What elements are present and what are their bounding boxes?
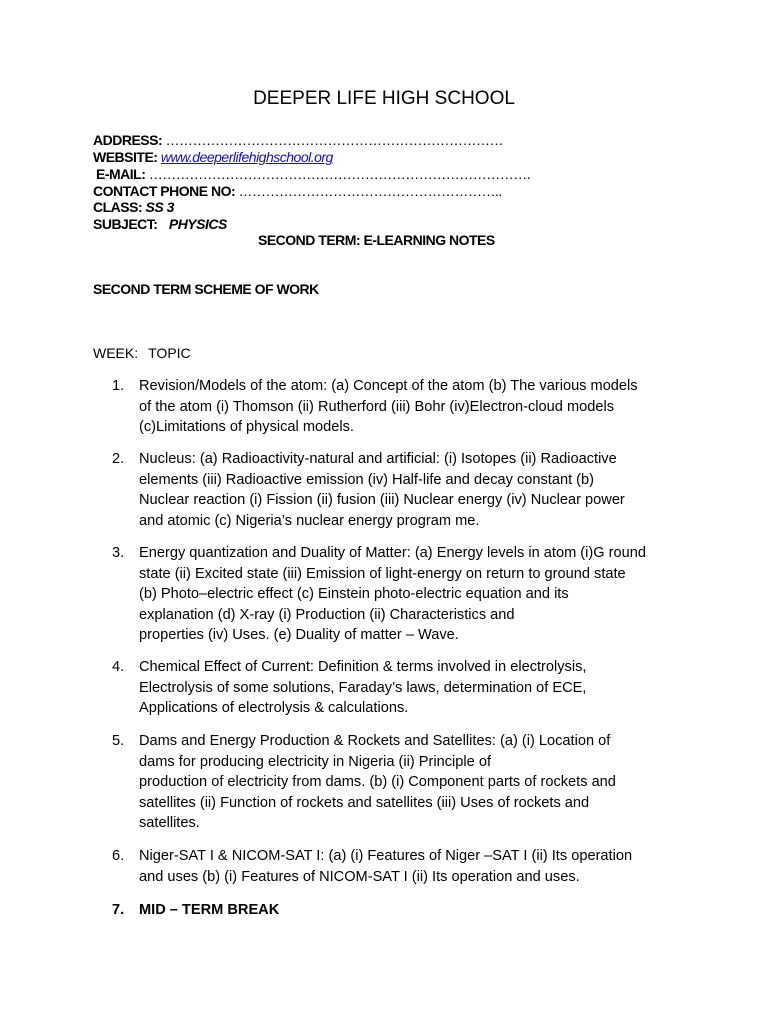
scheme-heading: SECOND TERM SCHEME OF WORK [93,281,319,297]
item-text: Chemical Effect of Current: Definition & terms involved in electrolysis, Electrolysis of some solutions, Faraday’s laws, determination of ECE, Applications of electrolysis & calculations. [139,659,587,716]
item-number: 5. [112,733,125,749]
item-number: 6. [112,848,125,864]
website-label: WEBSITE: [93,149,158,165]
subject-value: PHYSICS [168,216,227,232]
topic-label: TOPIC [148,345,191,361]
item-text: Nucleus: (a) Radioactivity-natural and artificial: (i) Isotopes (ii) Radioactive elements (iii) Radioactive emission (iv) Half-life and decay constant (b) Nuclear reaction (i) Fission (ii) fusion (iii) Nuclear energy (iv) Nuclear power and atomic (c) Nigeria’s nuclear energy program me. [139,451,625,529]
class-value: SS 3 [145,199,174,215]
week-topic-header [93,344,191,362]
subject-line [93,216,733,233]
item-text: Dams and Energy Production & Rockets and Satellites: (a) (i) Location of dams for producing electricity in Nigeria (ii) Principle of production of electricity from dams. (b) (i) Component parts of rockets and satellites (ii) Function of rockets and satellites (iii) Uses of rockets and satellites. [139,733,616,831]
item-number: 7. [112,902,125,918]
school-title: DEEPER LIFE HIGH SCHOOL [253,88,515,109]
website-line [93,149,733,166]
phone-value: ………………………………………………….. [238,183,502,199]
list-item [112,731,682,834]
website-link[interactable]: www.deeperlifehighschool.org [160,149,333,165]
subject-label: SUBJECT: [93,216,158,232]
email-line [96,166,736,183]
list-item [112,846,682,887]
item-number: 1. [112,378,125,394]
email-label: E-MAIL: [96,166,146,182]
item-text: MID – TERM BREAK [139,902,280,918]
list-item [112,543,682,646]
list-item [112,376,682,438]
address-label: ADDRESS: [93,132,163,148]
item-text: Niger-SAT I & NICOM-SAT I: (a) (i) Features of Niger –SAT I (ii) Its operation and uses (b) (i) Features of NICOM-SAT I (ii) Its operation and uses. [139,848,633,885]
term-heading: SECOND TERM: E-LEARNING NOTES [258,232,495,248]
list-item [112,657,682,719]
phone-label: CONTACT PHONE NO: [93,183,236,199]
list-item [112,900,682,921]
class-line [93,199,733,216]
item-number: 3. [112,545,125,561]
item-text: Revision/Models of the atom: (a) Concept of the atom (b) The various models of the atom (i) Thomson (ii) Rutherford (iii) Bohr (iv)Electron-cloud models (c)Limitations of physical models. [139,378,638,435]
address-value: ………………………………………………………………… [165,132,504,148]
list-item [112,449,682,531]
address-line [93,132,733,149]
item-number: 2. [112,451,125,467]
item-number: 4. [112,659,125,675]
email-value: …………………………………………………………………………. [148,166,531,182]
item-text: Energy quantization and Duality of Matter: (a) Energy levels in atom (i)G round state (ii) Excited state (iii) Emission of light-energy on return to ground state (b) Photo–electric effect (c) Einstein photo-electric equation and its explanation (d) X-ray (i) Production (ii) Characteristics and properties (iv) Uses. (e) Duality of matter – Wave. [139,545,646,643]
week-label: WEEK: [93,345,139,361]
phone-line [93,183,733,200]
class-label: CLASS: [93,199,143,215]
